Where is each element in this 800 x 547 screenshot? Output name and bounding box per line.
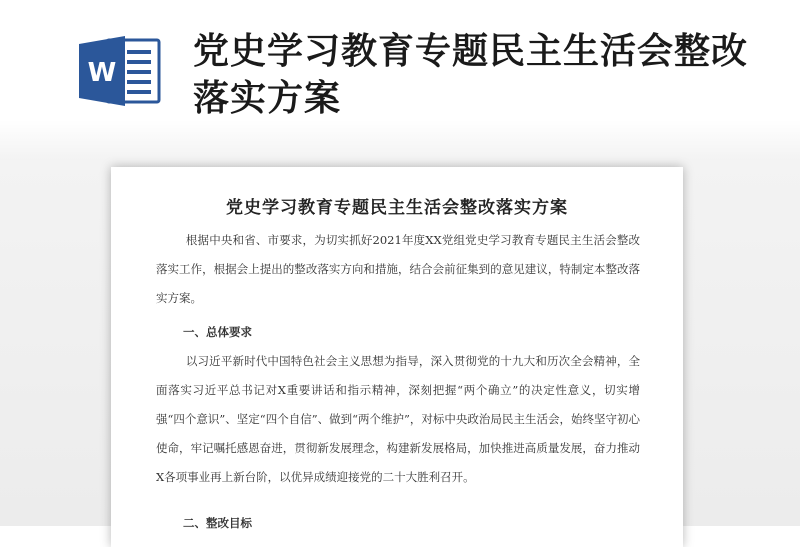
intro-paragraph: 根据中央和省、市要求，为切实抓好2021年度XX党组党史学习教育专题民主生活会整改落实工作，根据会上提出的整改落实方向和措施，结合会前征集到的意见建议，特制定本整改落实方案。 — [156, 233, 640, 305]
document-title: 党史学习教育专题民主生活会整改落实方案 — [193, 31, 749, 119]
header-banner — [0, 0, 800, 140]
section-heading-goals: 二、整改目标 — [183, 516, 252, 530]
general-requirements-paragraph: 以习近平新时代中国特色社会主义思想为指导，深入贯彻党的十九大和历次全会精神，全面落实习近平总书记对X重要讲话和指示精神，深刻把握“两个确立”的决定性意义，切实增强“四个意识”、坚定“四个自信”、做到“两个维护”，对标中央政治局民主生活会，始终坚守初心使命，牢记嘱托感恩奋进，贯彻新发展理念，构建新发展格局，加快推进高质量发展，奋力推动X各项事业再上新台阶，以优异成绩迎接党的二十大胜利召开。 — [156, 354, 640, 484]
document-page — [111, 167, 683, 547]
word-icon-letter: W — [87, 58, 117, 88]
page-heading: 党史学习教育专题民主生活会整改落实方案 — [226, 198, 568, 218]
word-document-icon — [77, 34, 163, 108]
section-heading-general: 一、总体要求 — [183, 325, 252, 339]
